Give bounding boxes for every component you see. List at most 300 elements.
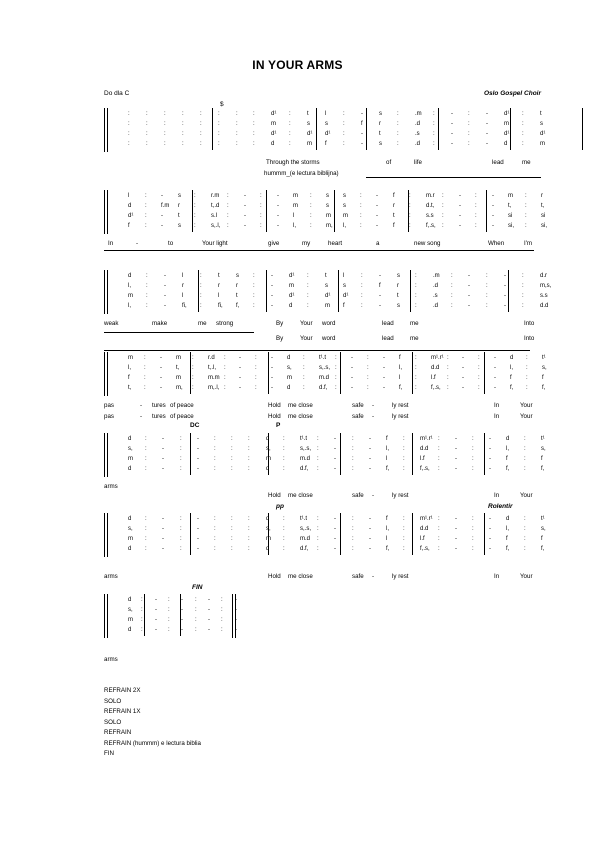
- sol-fa-note: :: [145, 193, 147, 199]
- sol-fa-note: d: [266, 436, 270, 442]
- sol-fa-note: s,: [266, 526, 271, 532]
- sol-fa-note: l,: [506, 526, 509, 532]
- sol-fa-note: :: [146, 273, 148, 279]
- order-item: SOLO: [104, 697, 122, 705]
- sol-fa-note: :: [522, 283, 524, 289]
- sol-fa-note: -: [494, 365, 496, 371]
- sol-fa-note: -: [455, 436, 457, 442]
- lyric-word: me close: [288, 492, 313, 499]
- sol-fa-note: :: [352, 446, 354, 452]
- sol-fa-note: :: [403, 516, 405, 522]
- sol-fa-note: :: [248, 516, 250, 522]
- sol-fa-note: d¹: [540, 131, 546, 137]
- lyric-word: ly rest: [392, 413, 409, 420]
- sol-fa-note: :: [260, 223, 262, 229]
- sol-fa-note: :: [451, 283, 453, 289]
- sol-fa-note: :: [447, 375, 449, 381]
- barline: [412, 513, 413, 555]
- sol-fa-note: -: [494, 355, 496, 361]
- sol-fa-note: -: [181, 607, 183, 613]
- sol-fa-note: :: [526, 365, 528, 371]
- sol-fa-note: :: [253, 141, 255, 147]
- lyric-word: make: [152, 320, 168, 327]
- sol-fa-note: :: [472, 536, 474, 542]
- sol-fa-note: :: [248, 456, 250, 462]
- sol-fa-note: -: [334, 436, 336, 442]
- sol-fa-note: d: [128, 436, 132, 442]
- sol-fa-note: :: [522, 273, 524, 279]
- sol-fa-note: -: [383, 355, 385, 361]
- sol-fa-note: -: [379, 293, 381, 299]
- sol-fa-note: -: [277, 213, 279, 219]
- lyric-word: safe: [352, 402, 364, 409]
- sol-fa-note: -: [504, 283, 506, 289]
- sol-fa-note: :: [248, 526, 250, 532]
- sol-fa-note: :: [289, 121, 291, 127]
- sol-fa-note: :: [403, 526, 405, 532]
- sol-fa-note: t,.l,: [208, 365, 217, 371]
- sol-fa-note: f: [541, 536, 543, 542]
- sol-fa-note: :: [236, 141, 238, 147]
- sol-fa-note: :: [438, 456, 440, 462]
- sol-fa-note: :: [128, 121, 130, 127]
- sol-fa-note: :: [403, 546, 405, 552]
- sol-fa-note: s: [343, 203, 346, 209]
- barline: [190, 433, 191, 475]
- sol-fa-note: m¹.r¹: [420, 436, 433, 442]
- voice-row: [110, 455, 541, 464]
- sol-fa-note: :: [145, 446, 147, 452]
- sol-fa-note: :: [403, 446, 405, 452]
- sol-fa-note: t¹.t: [300, 516, 307, 522]
- sol-fa-note: :: [255, 365, 257, 371]
- lyric-word: arms: [104, 573, 118, 580]
- sol-fa-note: :: [360, 223, 362, 229]
- sol-fa-note: :: [180, 436, 182, 442]
- sol-fa-note: -: [361, 131, 363, 137]
- sol-fa-note: -: [489, 526, 491, 532]
- sol-fa-note: :: [307, 273, 309, 279]
- sol-fa-note: t: [307, 111, 309, 117]
- sol-fa-note: :: [283, 456, 285, 462]
- sol-fa-note: -: [271, 283, 273, 289]
- sol-fa-note: -: [161, 193, 163, 199]
- sol-fa-note: -: [494, 385, 496, 391]
- sol-fa-note: d.f,: [300, 466, 309, 472]
- sol-fa-note: d: [128, 203, 132, 209]
- performance-order: [104, 686, 201, 760]
- barline: [484, 352, 485, 394]
- sol-fa-note: :: [194, 213, 196, 219]
- system-start-barline-thin: [107, 433, 108, 477]
- sol-fa-note: :: [367, 355, 369, 361]
- sol-fa-note: :: [409, 193, 411, 199]
- sol-fa-note: d¹: [271, 131, 277, 137]
- sol-fa-note: -: [489, 446, 491, 452]
- sol-fa-note: :: [146, 303, 148, 309]
- sol-fa-note: :: [403, 436, 405, 442]
- barline: [144, 594, 145, 636]
- lyric-word: -: [372, 573, 375, 580]
- sol-fa-note: -: [239, 385, 241, 391]
- sol-fa-note: :: [200, 141, 202, 147]
- system-start-barline-thin: [107, 513, 108, 557]
- sol-fa-note: :: [144, 365, 146, 371]
- lyric-word: lead: [492, 159, 504, 166]
- sol-fa-note: -: [162, 546, 164, 552]
- sol-fa-note: l: [399, 375, 401, 381]
- voice-row: [110, 606, 244, 615]
- sol-fa-note: :: [361, 303, 363, 309]
- sol-fa-note: -: [334, 516, 336, 522]
- sol-fa-note: -: [162, 446, 164, 452]
- sol-fa-note: f,.s,: [420, 466, 430, 472]
- sol-fa-note: s: [307, 121, 310, 127]
- barline: [340, 513, 341, 555]
- sol-fa-note: .m: [415, 111, 422, 117]
- voice-row: [110, 222, 547, 231]
- voice-row: [110, 292, 548, 301]
- sol-fa-note: -: [462, 385, 464, 391]
- sol-fa-note: :: [145, 546, 147, 552]
- sol-fa-note: -: [383, 385, 385, 391]
- sol-fa-note: :: [403, 466, 405, 472]
- barline: [510, 108, 511, 150]
- sol-fa-note: :: [145, 516, 147, 522]
- barline: [412, 433, 413, 475]
- sol-fa-note: t: [540, 111, 542, 117]
- lyric-word: ly rest: [392, 573, 409, 580]
- sol-fa-note: f: [399, 355, 401, 361]
- sol-fa-note: :: [194, 193, 196, 199]
- score-marking: pp: [276, 503, 284, 510]
- sol-fa-note: -: [235, 627, 237, 633]
- sol-fa-note: :: [526, 385, 528, 391]
- barline: [412, 352, 413, 394]
- sol-fa-note: :: [397, 131, 399, 137]
- sol-fa-note: d.t,: [426, 203, 435, 209]
- sol-fa-note: :: [192, 385, 194, 391]
- sol-fa-note: :: [367, 385, 369, 391]
- lyric-line: hummm_(e lectura biblijna): [264, 170, 339, 177]
- sol-fa-note: -: [197, 516, 199, 522]
- lyric-word: By: [276, 320, 284, 327]
- sol-fa-note: :: [360, 213, 362, 219]
- sol-fa-note: :: [447, 365, 449, 371]
- sol-fa-note: -: [492, 203, 494, 209]
- sol-fa-note: :: [415, 273, 417, 279]
- sol-fa-note: m: [266, 456, 271, 462]
- sol-fa-note: f: [325, 141, 327, 147]
- sol-fa-note: :: [200, 303, 202, 309]
- sol-fa-note: si,: [508, 223, 514, 229]
- voice-row: [110, 120, 541, 129]
- composer: Oslo Gospel Choir: [483, 90, 541, 97]
- sol-fa-note: -: [155, 627, 157, 633]
- sol-fa-note: :: [486, 283, 488, 289]
- sol-fa-note: -: [181, 627, 183, 633]
- sol-fa-note: -: [455, 546, 457, 552]
- lyric-word: lead: [382, 335, 394, 342]
- sol-fa-note: s,: [266, 446, 271, 452]
- sol-fa-note: :: [146, 293, 148, 299]
- sol-fa-note: l,: [399, 365, 402, 371]
- sol-fa-note: -: [492, 223, 494, 229]
- lyric-word: safe: [352, 413, 364, 420]
- lyric-word: my: [302, 240, 311, 247]
- sol-fa-note: :: [145, 223, 147, 229]
- sol-fa-note: :: [525, 213, 527, 219]
- sol-fa-note: :: [146, 131, 148, 137]
- barline: [508, 270, 509, 312]
- sol-fa-note: -: [489, 436, 491, 442]
- sol-fa-note: :: [195, 617, 197, 623]
- sol-fa-note: -: [164, 303, 166, 309]
- sol-fa-note: -: [459, 223, 461, 229]
- system-start-barline: [104, 352, 105, 396]
- sol-fa-note: d: [128, 627, 132, 633]
- sol-fa-note: l: [128, 193, 130, 199]
- sol-fa-note: m,: [176, 385, 183, 391]
- voice-row: [110, 596, 244, 605]
- sol-fa-note: f,.s,: [420, 546, 430, 552]
- sol-fa-note: f,: [541, 466, 545, 472]
- system-start-barline-thin: [107, 108, 108, 152]
- voice-row: [110, 140, 545, 149]
- sol-fa-note: :: [415, 375, 417, 381]
- sol-fa-note: -: [334, 446, 336, 452]
- sol-fa-note: m: [293, 193, 298, 199]
- sol-fa-note: s,.s,: [300, 526, 312, 532]
- lyric-word: tures: [152, 402, 166, 409]
- sol-fa-note: :: [468, 111, 470, 117]
- sol-fa-note: :: [317, 466, 319, 472]
- sol-fa-note: s: [379, 141, 382, 147]
- sol-fa-note: s: [178, 193, 181, 199]
- sol-fa-note: :: [486, 273, 488, 279]
- sol-fa-note: :: [310, 213, 312, 219]
- sol-fa-note: :: [475, 203, 477, 209]
- sol-fa-note: :: [255, 385, 257, 391]
- sol-fa-note: -: [271, 273, 273, 279]
- sol-fa-note: -: [379, 303, 381, 309]
- sol-fa-note: l: [182, 273, 184, 279]
- sol-fa-note: r: [393, 203, 395, 209]
- system-start-barline: [104, 513, 105, 557]
- sol-fa-note: f: [386, 516, 388, 522]
- barline: [338, 270, 339, 312]
- sol-fa-note: d: [128, 546, 132, 552]
- sol-fa-note: m: [289, 283, 294, 289]
- sol-fa-note: :: [128, 111, 130, 117]
- score-system: [104, 503, 546, 580]
- sol-fa-note: :: [415, 303, 417, 309]
- sol-fa-note: -: [277, 223, 279, 229]
- sol-fa-note: d: [510, 355, 514, 361]
- sol-fa-note: -: [376, 203, 378, 209]
- sol-fa-note: :: [522, 293, 524, 299]
- sol-fa-note: :: [522, 131, 524, 137]
- sol-fa-note: :: [352, 546, 354, 552]
- sol-fa-note: :: [224, 375, 226, 381]
- sol-fa-note: :: [478, 355, 480, 361]
- sol-fa-note: l.f: [420, 536, 425, 542]
- score-system: [104, 190, 547, 247]
- sol-fa-note: -: [208, 617, 210, 623]
- sol-fa-note: :: [307, 293, 309, 299]
- sol-fa-note: :: [182, 131, 184, 137]
- sol-fa-note: -: [271, 303, 273, 309]
- sol-fa-note: :: [248, 446, 250, 452]
- sol-fa-note: :: [182, 141, 184, 147]
- sol-fa-note: -: [155, 617, 157, 623]
- score-marking: Rolentir: [488, 503, 513, 510]
- sol-fa-note: l,: [343, 223, 346, 229]
- sol-fa-note: m: [176, 355, 181, 361]
- sol-fa-note: -: [244, 223, 246, 229]
- sol-fa-note: :: [303, 385, 305, 391]
- lyric-word: strong: [216, 320, 234, 327]
- sol-fa-note: -: [494, 375, 496, 381]
- sol-fa-note: m: [307, 141, 312, 147]
- sol-fa-note: :: [227, 213, 229, 219]
- sol-fa-note: :: [478, 375, 480, 381]
- lyric-word: safe: [352, 573, 364, 580]
- sol-fa-note: :: [145, 536, 147, 542]
- sol-fa-note: .d: [415, 141, 421, 147]
- sol-fa-note: :: [221, 597, 223, 603]
- sol-fa-note: :: [468, 121, 470, 127]
- lyric-word: word: [322, 320, 336, 327]
- sol-fa-note: si,: [541, 223, 547, 229]
- sol-fa-note: :: [433, 131, 435, 137]
- sol-fa-note: :: [409, 213, 411, 219]
- sol-fa-note: -: [486, 111, 488, 117]
- sol-fa-note: m,: [326, 223, 333, 229]
- voice-row: [110, 354, 546, 363]
- lyric-word: Hold: [268, 413, 281, 420]
- sol-fa-note: -: [486, 131, 488, 137]
- lyric-word: -: [372, 402, 375, 409]
- sol-fa-note: s,.s,: [300, 446, 312, 452]
- sol-fa-note: -: [277, 193, 279, 199]
- system-start-barline-thin: [107, 594, 108, 638]
- sol-fa-note: m: [128, 293, 133, 299]
- barline: [334, 190, 335, 232]
- sol-fa-note: :: [289, 131, 291, 137]
- sol-fa-note: t: [178, 213, 180, 219]
- sol-fa-note: :: [415, 283, 417, 289]
- lyric-word: me: [522, 159, 531, 166]
- voice-row: [110, 130, 546, 139]
- sol-fa-note: -: [486, 121, 488, 127]
- sol-fa-note: f: [510, 375, 512, 381]
- lyric-word: -: [140, 402, 143, 409]
- sol-fa-note: :: [168, 617, 170, 623]
- sol-fa-note: m: [266, 536, 271, 542]
- sol-fa-note: -: [486, 141, 488, 147]
- sol-fa-note: :: [352, 536, 354, 542]
- sol-fa-note: s.s: [426, 213, 434, 219]
- sol-fa-note: t,: [541, 203, 545, 209]
- sol-fa-note: f: [393, 193, 395, 199]
- barline: [340, 433, 341, 475]
- lyric-extender: [104, 350, 530, 351]
- sol-fa-note: :: [447, 385, 449, 391]
- sol-fa-note: d.d: [540, 303, 549, 309]
- voice-row: [110, 525, 546, 534]
- sol-fa-note: m¹.r¹: [431, 355, 444, 361]
- sol-fa-note: s: [397, 303, 400, 309]
- lyric-word: Your light: [202, 240, 228, 247]
- sol-fa-note: -: [468, 303, 470, 309]
- sol-fa-note: .s: [433, 293, 438, 299]
- sol-fa-note: :: [522, 303, 524, 309]
- sol-fa-note: :: [475, 193, 477, 199]
- lyric-word: Into: [524, 320, 535, 327]
- voice-row: [110, 465, 545, 474]
- sol-fa-note: -: [155, 597, 157, 603]
- sol-fa-note: f: [128, 223, 130, 229]
- sol-fa-note: -: [208, 597, 210, 603]
- lyric-word: Hold: [268, 573, 281, 580]
- lyric-word: a: [376, 240, 380, 247]
- sol-fa-note: s: [326, 193, 329, 199]
- sol-fa-note: -: [504, 293, 506, 299]
- sol-fa-note: :: [367, 375, 369, 381]
- sol-fa-note: m¹.r¹: [420, 516, 433, 522]
- sol-fa-note: :: [447, 355, 449, 361]
- sol-fa-note: d: [504, 141, 508, 147]
- sol-fa-note: :: [526, 355, 528, 361]
- sol-fa-note: d: [271, 141, 275, 147]
- lyric-word: ly rest: [392, 402, 409, 409]
- sol-fa-note: -: [334, 466, 336, 472]
- sol-fa-note: -: [455, 526, 457, 532]
- sol-fa-note: t¹: [541, 516, 545, 522]
- sol-fa-note: -: [244, 193, 246, 199]
- order-item: SOLO: [104, 718, 122, 726]
- sol-fa-note: l,: [386, 526, 389, 532]
- sol-fa-note: -: [455, 446, 457, 452]
- barline: [366, 108, 367, 150]
- barline: [582, 108, 583, 150]
- sol-fa-note: d: [266, 546, 270, 552]
- score-system: [104, 352, 547, 420]
- sol-fa-note: :: [221, 627, 223, 633]
- sol-fa-note: t¹.t: [300, 436, 307, 442]
- sol-fa-note: m: [128, 456, 133, 462]
- sol-fa-note: -: [208, 607, 210, 613]
- sol-fa-note: -: [369, 446, 371, 452]
- lyric-word: me close: [288, 413, 313, 420]
- lyric-word: -: [136, 240, 139, 247]
- voice-row: [110, 364, 547, 373]
- sol-fa-note: f.m: [161, 203, 170, 209]
- sol-fa-note: s,: [128, 446, 133, 452]
- lyric-word: I'm: [524, 240, 533, 247]
- sol-fa-note: s,: [128, 607, 133, 613]
- sol-fa-note: :: [214, 516, 216, 522]
- sol-fa-note: :: [472, 456, 474, 462]
- sol-fa-note: -: [462, 355, 464, 361]
- sol-fa-note: :: [442, 203, 444, 209]
- sol-fa-note: t¹: [542, 355, 546, 361]
- sol-fa-note: :: [525, 203, 527, 209]
- lyric-word: arms: [104, 483, 118, 490]
- barline: [408, 190, 409, 232]
- sol-fa-note: :: [522, 141, 524, 147]
